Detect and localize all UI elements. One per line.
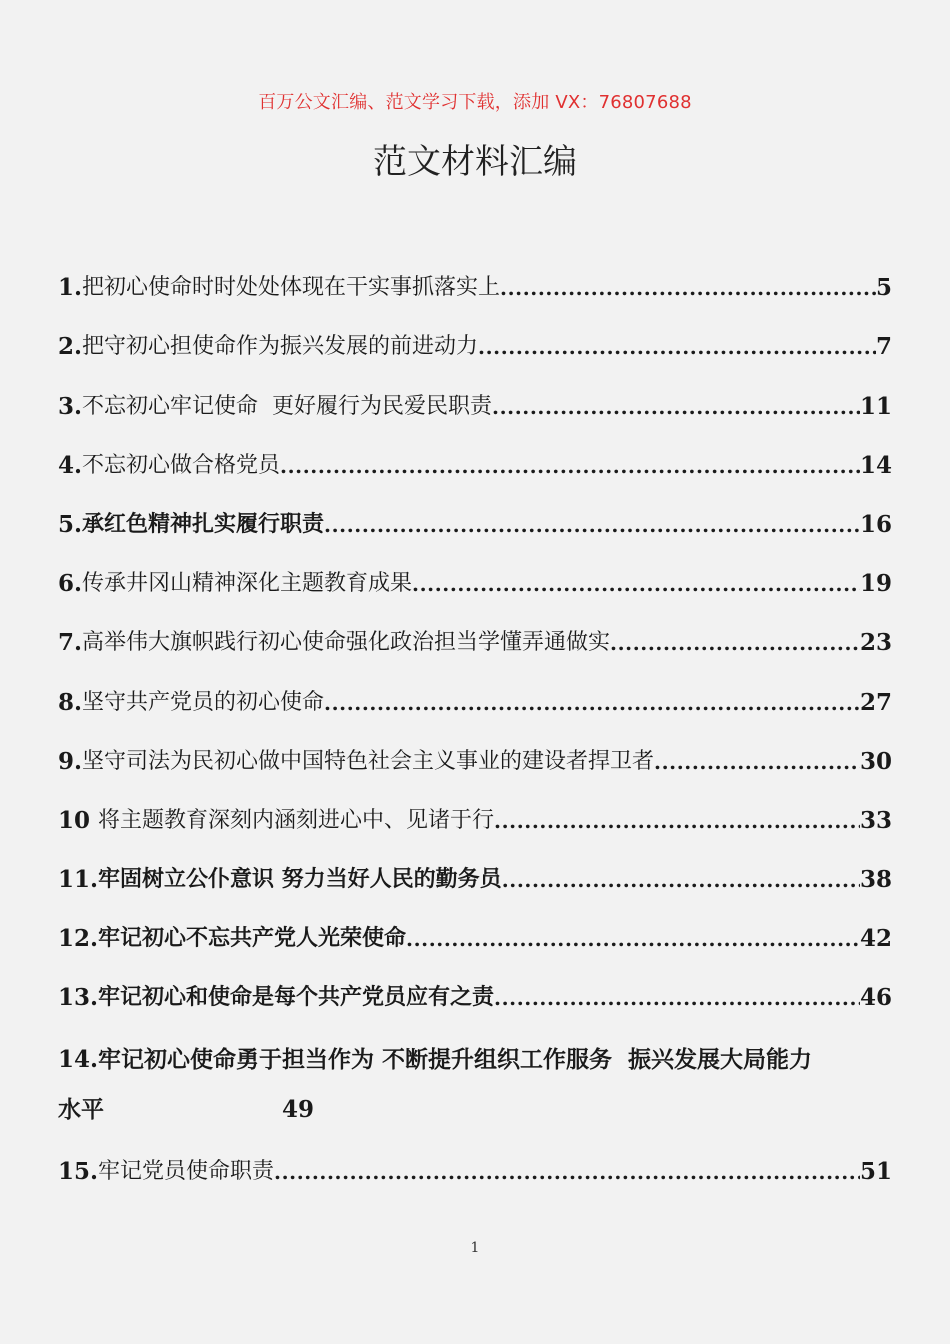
toc-entry-6[interactable]: [58, 544, 892, 603]
toc-entry-title: 牢记初心使命勇于担当作为 不断提升组织工作服务 振兴发展大局能力: [98, 1047, 813, 1074]
dot-leader: [610, 624, 860, 662]
toc-entry-12[interactable]: [58, 899, 892, 958]
toc-entry-7[interactable]: [58, 603, 892, 662]
toc-entry-title-line1: [58, 1035, 892, 1085]
toc-entry-title: 牢固树立公仆意识 努力当好人民的勤务员: [98, 867, 502, 893]
toc-entry-13[interactable]: [58, 958, 892, 1017]
dot-leader: [494, 802, 860, 840]
dot-leader: [324, 684, 860, 722]
toc-entry-9[interactable]: [58, 722, 892, 781]
toc-entry-2[interactable]: [58, 307, 892, 366]
toc-entry-page: 5: [875, 274, 892, 302]
dot-leader: [494, 979, 860, 1017]
page-number: 1: [470, 1240, 480, 1256]
toc-entry-page: 14: [859, 451, 892, 479]
toc-entry-title: 把初心使命时时处处体现在干实事抓落实上: [82, 275, 501, 301]
toc-entry-5[interactable]: [58, 485, 892, 544]
toc-entry-page: 42: [859, 925, 892, 953]
dot-leader: [478, 328, 876, 366]
toc-entry-number: 5.: [58, 510, 83, 538]
toc-entry-number: 9.: [58, 747, 83, 775]
dot-leader: [324, 506, 860, 544]
toc-entry-3[interactable]: [58, 366, 892, 425]
toc-entry-page: 51: [859, 1158, 892, 1186]
toc-entry-number: 7.: [58, 629, 83, 657]
toc-entry-15[interactable]: [58, 1135, 892, 1191]
toc-entry-title: 坚守共产党员的初心使命: [82, 689, 325, 715]
toc-entry-page: 11: [859, 392, 892, 420]
toc-entry-number: 12.: [58, 925, 99, 953]
dot-leader: [500, 269, 876, 307]
toc-entry-page: 49: [282, 1096, 315, 1124]
document-title: 范文材料汇编: [373, 142, 577, 182]
toc-entry-page: 30: [859, 747, 892, 775]
toc-entry-4[interactable]: [58, 426, 892, 485]
dot-leader: [654, 743, 860, 781]
toc-entry-page: 38: [859, 866, 892, 894]
toc-entry-title: 牢记初心和使命是每个共产党员应有之责: [98, 985, 495, 1011]
toc-entry-number: 4.: [58, 451, 83, 479]
dot-leader: [492, 388, 860, 426]
toc-entry-page: 46: [859, 984, 892, 1012]
toc-entry-page: 27: [859, 688, 892, 716]
toc-entry-title: 传承井冈山精神深化主题教育成果: [82, 571, 413, 597]
header-banner: 百万公文汇编、范文学习下载，添加 VX：76807688: [258, 92, 692, 113]
toc-entry-title-continued: 水平: [58, 1097, 104, 1124]
toc-entry-title: 牢记党员使命职责: [98, 1159, 275, 1185]
toc-entry-page: 16: [859, 510, 892, 538]
toc-entry-number: 13.: [58, 984, 99, 1012]
toc-entry-number: 2.: [58, 333, 83, 361]
toc-entry-number: 14.: [58, 1046, 99, 1074]
toc-entry-page: 33: [859, 806, 892, 834]
toc-entry-number: 3.: [58, 392, 83, 420]
table-of-contents: [58, 248, 892, 1191]
toc-entry-number: 10: [58, 806, 99, 834]
toc-entry-11[interactable]: [58, 840, 892, 899]
toc-entry-8[interactable]: [58, 662, 892, 721]
dot-leader: [502, 861, 860, 899]
toc-entry-title: 不忘初心牢记使命 更好履行为民爱民职责: [82, 393, 493, 419]
toc-entry-number: 8.: [58, 688, 83, 716]
toc-entry-title: 高举伟大旗帜践行初心使命强化政治担当学懂弄通做实: [82, 630, 611, 656]
toc-entry-page: 7: [875, 333, 892, 361]
toc-entry-1[interactable]: [58, 248, 892, 307]
toc-entry-number: 6.: [58, 570, 83, 598]
toc-entry-title: 承红色精神扎实履行职责: [82, 511, 325, 537]
toc-entry-title: 不忘初心做合格党员: [82, 452, 281, 478]
toc-entry-number: 15.: [58, 1158, 99, 1186]
dot-leader: [412, 565, 860, 603]
toc-entry-page: 23: [859, 629, 892, 657]
toc-entry-10[interactable]: [58, 781, 892, 840]
dot-leader: [280, 447, 860, 485]
toc-entry-title: 将主题教育深刻内涵刻进心中、见诸于行: [98, 807, 495, 833]
toc-entry-number: 11.: [58, 866, 99, 894]
dot-leader: [274, 1153, 860, 1191]
toc-entry-number: 1.: [58, 274, 83, 302]
dot-leader: [406, 920, 860, 958]
toc-entry-page: 19: [859, 570, 892, 598]
toc-entry-title: 牢记初心不忘共产党人光荣使命: [98, 926, 407, 952]
toc-entry-14[interactable]: [58, 1017, 892, 1135]
toc-entry-title: 把守初心担使命作为振兴发展的前进动力: [82, 334, 479, 360]
toc-entry-title-line2: [58, 1085, 892, 1135]
toc-entry-title: 坚守司法为民初心做中国特色社会主义事业的建设者捍卫者: [82, 748, 655, 774]
